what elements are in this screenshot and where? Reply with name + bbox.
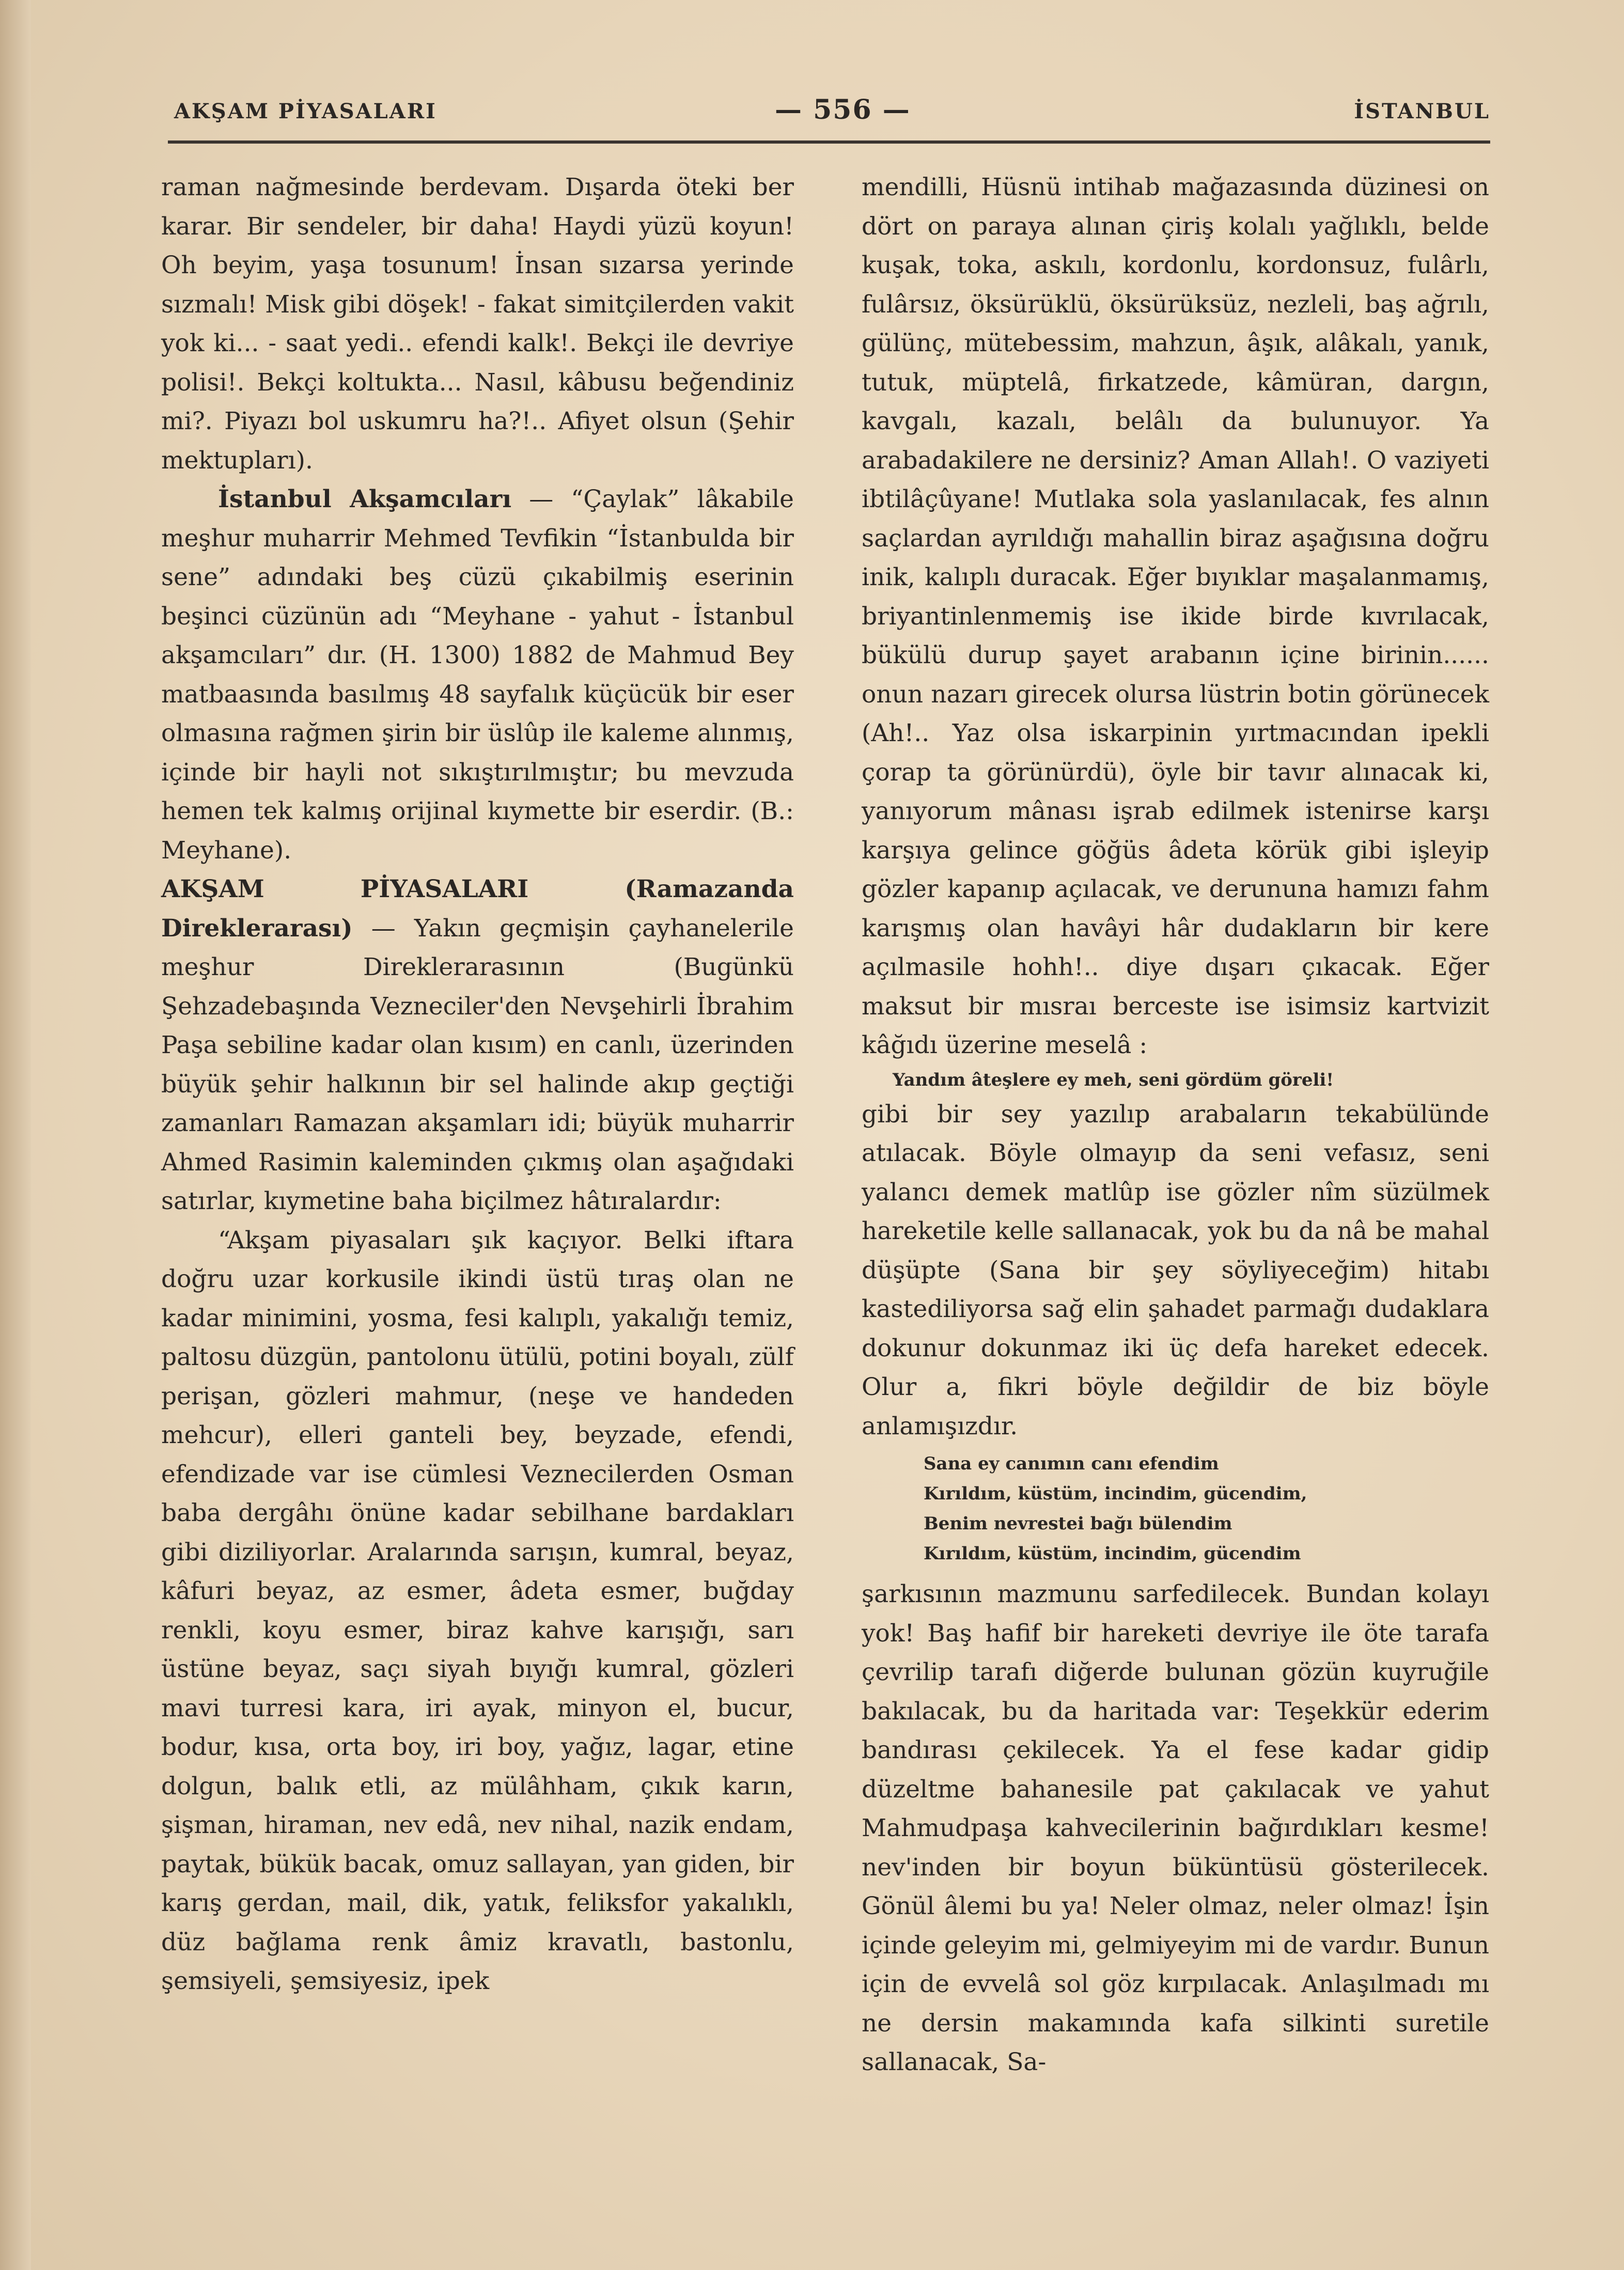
paragraph: şarkısının mazmunu sarfedilecek. Bundan kolayı yok! Baş hafif bir hareketi devriye ile öte tarafa çevrilip tarafı diğerde bulunan gözün kuyruğile bakılacak, bu da haritada var: Teşekkür ederim bandırası çekilecek. Ya el fese kadar gidip düzeltme bahanesile pat çakılacak ve yahut Mahmudpaşa kahvecilerinin bağırdıkları kesme! nev'inden bir boyun büküntüsü gösterilecek. Gönül âlemi bu ya! Neler olmaz, neler olmaz! İşin içinde geleyim mi, gelmiyeyim mi de vardır. Bunun için de evvelâ sol göz kırpılacak. Anlaşılmadı mı ne dersin makamında kafa silkinti suretile sallanacak, Sa-: [862, 1580, 1489, 2076]
verse-line: Benim nevrestei bağı bülendim: [924, 1513, 1232, 1534]
page-number: — 556 —: [775, 94, 911, 126]
song-verse: [862, 1449, 1489, 1569]
paragraph: mendilli, Hüsnü intihab mağazasında düzinesi on dört on paraya alınan çiriş kolalı yağlıklı, belde kuşak, toka, askılı, kordonlu, kordonsuz, fulârlı, fulârsız, öksürüklü, öksürüksüz, nezleli, baş ağrılı, gülünç, mütebessim, mahzun, âşık, alâkalı, yanık, tutuk, müptelâ, firkatzede, kâmüran, dargın, kavgalı, kazalı, belâlı da bulunuyor. Ya arabadakilere ne dersiniz? Aman Allah!. O vaziyeti ibtilâçûyane! Mutlaka sola yaslanılacak, fes alnın saçlardan ayrıldığı mahallin biraz aşağısına doğru inik, kalıplı duracak. Eğer bıyıklar maşalanmamış, briyantinlenmemiş ise ikide birde kıvrılacak, bükülü durup şayet arabanın içine birinin...... onun nazarı girecek olursa lüstrin botin görünecek (Ah!.. Yaz olsa iskarpinin yırtmacından ipekli çorap ta görünürdü), öyle bir tavır alınacak ki, yanıyorum mânası işrab edilmek istenirse karşı karşıya gelince göğüs âdeta körük gibi işleyip gözler kapanıp açılacak, ve derununa hamızı fahm karışmış olan havâyi hâr dudakların bir kere açılmasile hohh!.. diye dışarı çıkacak. Eğer maksut bir mısraı berceste ise isimsiz kartvizit kâğıdı üzerine meselâ :: [862, 173, 1489, 1059]
quotation: “Akşam piyasaları şık kaçıyor. Belki iftara doğru uzar korkusile ikindi üstü tıraş olan ne kadar minimini, yosma, fesi kalıplı, yakalığı temiz, paltosu düzgün, pantolonu ütülü, potini boyalı, zülf perişan, gözleri mahmur, (neşe ve handeden mehcur), elleri ganteli bey, beyzade, efendi, efendizade var ise cümlesi Veznecilerden Osman baba dergâhı önüne kadar sebilhane bardakları gibi diziliyorlar. Aralarında sarışın, kumral, beyaz, kâfuri beyaz, az esmer, âdeta esmer, buğday renkli, koyu esmer, biraz kahve karışığı, sarı üstüne beyaz, saçı siyah bıyığı kumral, gözleri mavi turresi kara, iri ayak, minyon el, bucur, bodur, kısa, orta boy, iri boy, yağız, lagar, etine dolgun, balık etli, az mülâhham, çıkık karın, şişman, hiraman, nev edâ, nev nihal, nazik endam, paytak, bükük bacak, omuz sallayan, yan giden, bir karış gerdan, mail, dik, yatık, feliksfor yakalıklı, düz bağlama renk âmiz kravatlı, bastonlu, şemsiyeli, şemsiyesiz, ipek: [161, 1226, 794, 1995]
verse-line: Kırıldım, küstüm, incindim, gücendim,: [924, 1483, 1307, 1504]
page-edge: [0, 0, 31, 2270]
header-city: İSTANBUL: [1354, 99, 1490, 123]
verse-line: Yandım âteşlere ey meh, seni gördüm göreli!: [893, 1069, 1334, 1090]
entry-aksam-piyasalari: [161, 870, 794, 1221]
entry-text: — Yakın geçmişin çayhanelerile meşhur Direklerarasının (Bugünkü Şehzadebaşında Vezneciler'den Nevşehirli İbrahim Paşa sebiline kadar olan kısım) en canlı, üzerinden büyük şehir halkının bir sel halinde akıp geçtiği zamanları Ramazan akşamları idi; büyük muharrir Ahmed Rasimin kaleminden çıkmış olan aşağıdaki satırlar, kıymetine baha biçilmez hâtıralardır:: [161, 914, 794, 1215]
running-header: [168, 93, 1490, 139]
right-column: [862, 168, 1489, 2082]
entry-heading: İstanbul Akşamcıları: [218, 485, 512, 513]
entry-heading: AKŞAM PİYASALARI (Ramazanda Direklerarası): [161, 875, 794, 943]
entry-text: — “Çaylak” lâkabile meşhur muharrir Mehmed Tevfikin “İstanbulda bir sene” adındaki beş cüzü çıkabilmiş eserinin beşinci cüzünün adı “Meyhane - yahut - İstanbul akşamcıları” dır. (H. 1300) 1882 de Mahmud Bey matbaasında basılmış 48 sayfalık küçücük bir eser olmasına rağmen şirin bir üslûp ile kaleme alınmış, içinde bir hayli not sıkıştırılmıştır; bu mevzuda hemen tek kalmış orijinal kıymette bir eserdir. (B.: Meyhane).: [161, 485, 794, 865]
left-column: [161, 168, 794, 2001]
verse-line: Kırıldım, küstüm, incindim, gücendim: [924, 1543, 1301, 1564]
header-section-title: AKŞAM PİYASALARI: [174, 99, 437, 123]
paragraph: raman nağmesinde berdevam. Dışarda öteki ber karar. Bir sendeler, bir daha! Haydi yüzü koyun! Oh beyim, yaşa tosunum! İnsan sızarsa yerinde sızmalı! Misk gibi döşek! - fakat simitçilerden vakit yok ki... - saat yedi.. efendi kalk!. Bekçi ile devriye polisi!. Bekçi koltukta... Nasıl, kâbusu beğendiniz mi?. Piyazı bol uskumru ha?!.. Afiyet olsun (Şehir mektupları).: [161, 173, 794, 475]
header-rule: [168, 140, 1490, 144]
entry-istanbul-aksamcilari: [161, 480, 794, 870]
paragraph: gibi bir sey yazılıp arabaların tekabülünde atılacak. Böyle olmayıp da seni vefasız, seni yalancı demek matlûp ise gözler nîm süzülmek hareketile kelle sallanacak, yok bu da nâ be mahal düşüpte (Sana bir şey söyliyeceğim) hitabı kastediliyorsa sağ elin şahadet parmağı dudaklara dokunur dokunmaz iki üç defa hareket edecek. Olur a, fikri böyle değildir de biz böyle anlamışızdır.: [862, 1100, 1489, 1441]
verse-line: Sana ey canımın canı efendim: [924, 1453, 1219, 1474]
